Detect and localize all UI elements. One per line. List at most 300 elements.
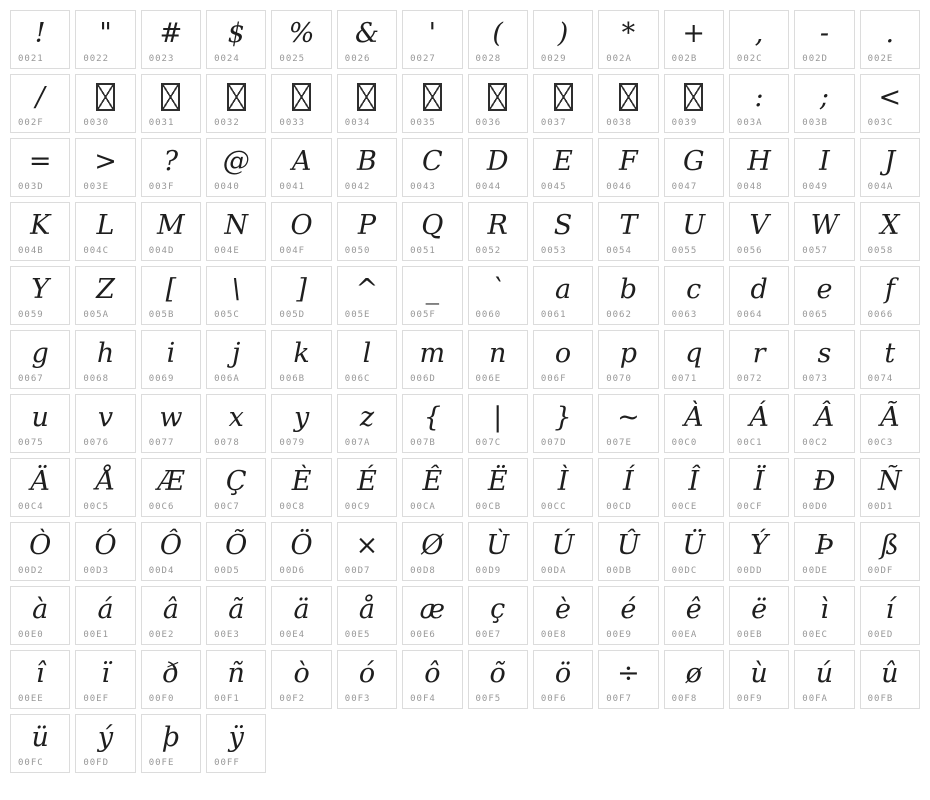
codepoint-label: 004B: [18, 246, 44, 256]
glyph-cell: [75, 394, 135, 453]
codepoint-label: 007E: [606, 438, 632, 448]
codepoint-label: 0057: [802, 246, 828, 256]
glyph-cell: [271, 138, 331, 197]
glyph-cell: [402, 202, 462, 261]
glyph: l: [362, 338, 372, 369]
missing-glyph-box-icon: [292, 83, 311, 111]
glyph-cell: [271, 522, 331, 581]
glyph-cell: [468, 394, 528, 453]
glyph: X: [880, 210, 900, 241]
glyph: |: [493, 402, 503, 433]
glyph: L: [96, 210, 115, 241]
codepoint-label: 0056: [736, 246, 763, 256]
codepoint-label: 0027: [410, 54, 436, 64]
codepoint-label: 00E6: [410, 630, 436, 640]
glyph-cell: [75, 714, 135, 773]
codepoint-label: 0031: [148, 118, 175, 128]
codepoint-label: 006B: [279, 374, 306, 384]
glyph: Ñ: [878, 466, 902, 497]
glyph: ^: [355, 274, 379, 305]
codepoint-label: 0032: [214, 118, 240, 128]
codepoint-label: 00C2: [802, 438, 828, 448]
codepoint-label: 002F: [18, 118, 44, 128]
codepoint-label: 0022: [83, 54, 110, 64]
codepoint-label: 00DD: [736, 566, 763, 576]
codepoint-label: 0046: [606, 182, 632, 192]
missing-glyph-box-icon: [357, 83, 376, 111]
codepoint-label: 00D0: [802, 502, 828, 512]
codepoint-label: 0069: [148, 374, 175, 384]
glyph-cell: [271, 202, 331, 261]
glyph-cell: [664, 10, 724, 69]
glyph: ]: [296, 274, 307, 305]
codepoint-label: 0077: [148, 438, 175, 448]
glyph: À: [683, 402, 704, 433]
glyph: $: [227, 18, 245, 49]
glyph: Ê: [422, 466, 443, 497]
glyph: r: [752, 338, 766, 369]
glyph-cell: [860, 586, 920, 645]
glyph-cell: [598, 202, 658, 261]
glyph-cell: [206, 266, 266, 325]
glyph: ÷: [617, 658, 640, 689]
glyph-cell: [141, 650, 201, 709]
glyph-cell: [598, 266, 658, 325]
glyph-cell: [75, 586, 135, 645]
glyph-cell: [10, 10, 70, 69]
glyph: %: [288, 18, 315, 49]
glyph-cell: [75, 330, 135, 389]
glyph-cell: [533, 650, 593, 709]
glyph: Ï: [753, 466, 765, 497]
glyph: e: [816, 274, 833, 305]
codepoint-label: 00F3: [344, 694, 371, 704]
glyph-cell: [206, 202, 266, 261]
codepoint-label: 0039: [671, 118, 698, 128]
glyph: d: [750, 274, 768, 305]
glyph: f: [884, 274, 895, 305]
glyph-cell: [206, 522, 266, 581]
glyph: Ø: [421, 530, 444, 561]
glyph-cell: [664, 586, 724, 645]
codepoint-label: 00D8: [410, 566, 436, 576]
glyph: å: [358, 594, 376, 625]
glyph: U: [682, 210, 706, 241]
glyph-cell: [794, 202, 854, 261]
glyph: [: [165, 274, 177, 305]
codepoint-label: 0071: [671, 374, 698, 384]
glyph-cell: [794, 522, 854, 581]
codepoint-label: 005D: [279, 310, 306, 320]
codepoint-label: 00E2: [148, 630, 175, 640]
codepoint-label: 00D4: [148, 566, 175, 576]
glyph-cell: [75, 266, 135, 325]
glyph: a: [554, 274, 572, 305]
glyph: +: [682, 18, 706, 49]
glyph-cell: [664, 522, 724, 581]
glyph: x: [228, 402, 244, 433]
glyph-cell: [141, 202, 201, 261]
codepoint-label: 0078: [214, 438, 240, 448]
codepoint-label: 0035: [410, 118, 436, 128]
glyph-cell: [75, 522, 135, 581]
glyph-cell: [206, 138, 266, 197]
glyph: ô: [424, 658, 441, 689]
glyph-cell: [598, 458, 658, 517]
glyph-cell: [664, 330, 724, 389]
codepoint-label: 0064: [736, 310, 763, 320]
glyph-cell: [598, 330, 658, 389]
codepoint-label: 00D9: [475, 566, 502, 576]
glyph-cell: [468, 266, 528, 325]
codepoint-label: 0028: [475, 54, 502, 64]
glyph-cell: [337, 330, 397, 389]
glyph-cell: [533, 266, 593, 325]
glyph-cell: [10, 74, 70, 133]
glyph: ç: [490, 594, 506, 625]
missing-glyph-box-icon: [554, 83, 573, 111]
glyph-cell: [468, 138, 528, 197]
glyph: Ù: [486, 530, 510, 561]
glyph: s: [817, 338, 832, 369]
glyph: h: [96, 338, 115, 369]
glyph: /: [35, 82, 45, 113]
glyph: Q: [421, 210, 444, 241]
codepoint-label: 005E: [344, 310, 371, 320]
glyph-cell: [206, 586, 266, 645]
glyph: ù: [750, 658, 768, 689]
glyph: Æ: [157, 466, 185, 497]
glyph: :: [754, 82, 764, 113]
codepoint-label: 0041: [279, 182, 306, 192]
codepoint-label: 00EB: [736, 630, 763, 640]
codepoint-label: 00CA: [410, 502, 436, 512]
glyph: `: [490, 274, 505, 305]
glyph-cell: [141, 330, 201, 389]
glyph-cell: [664, 458, 724, 517]
glyph-cell: [10, 714, 70, 773]
codepoint-label: 00D1: [867, 502, 894, 512]
glyph-cell: [598, 138, 658, 197]
codepoint-label: 00ED: [867, 630, 894, 640]
codepoint-label: 00DA: [540, 566, 567, 576]
glyph: Ä: [30, 466, 50, 497]
codepoint-label: 0062: [606, 310, 632, 320]
codepoint-label: 0025: [279, 54, 306, 64]
glyph-cell: [402, 330, 462, 389]
glyph-cell: [206, 458, 266, 517]
glyph-cell: [729, 10, 789, 69]
glyph-cell: [533, 138, 593, 197]
glyph: ": [99, 18, 112, 49]
glyph: Û: [617, 530, 640, 561]
codepoint-label: 003B: [802, 118, 828, 128]
glyph-cell: [141, 138, 201, 197]
glyph-cell: [468, 650, 528, 709]
glyph-cell: [141, 10, 201, 69]
glyph-cell: [337, 10, 397, 69]
glyph: c: [686, 274, 702, 305]
codepoint-label: 00F1: [214, 694, 240, 704]
glyph: >: [94, 146, 117, 177]
glyph: Í: [623, 466, 634, 497]
codepoint-label: 007D: [540, 438, 567, 448]
codepoint-label: 00DC: [671, 566, 698, 576]
glyph: O: [290, 210, 313, 241]
codepoint-label: 0021: [18, 54, 44, 64]
codepoint-label: 0074: [867, 374, 894, 384]
glyph-cell: [729, 202, 789, 261]
glyph-cell: [860, 522, 920, 581]
glyph: ~: [617, 402, 640, 433]
glyph: K: [30, 210, 51, 241]
glyph: ': [428, 18, 437, 49]
glyph: ä: [293, 594, 310, 625]
glyph-cell: [206, 330, 266, 389]
glyph-cell: [337, 74, 397, 133]
glyph: b: [619, 274, 638, 305]
glyph: D: [486, 146, 509, 177]
glyph-cell: [860, 138, 920, 197]
codepoint-label: 0045: [540, 182, 567, 192]
glyph: û: [881, 658, 899, 689]
codepoint-label: 004F: [279, 246, 306, 256]
codepoint-label: 007A: [344, 438, 371, 448]
glyph: ): [557, 18, 569, 49]
glyph: Á: [749, 402, 769, 433]
codepoint-label: 00F4: [410, 694, 436, 704]
glyph: Õ: [225, 530, 248, 561]
codepoint-label: 00E4: [279, 630, 306, 640]
glyph-cell: [729, 138, 789, 197]
glyph: ó: [358, 658, 376, 689]
glyph: t: [884, 338, 896, 369]
glyph-cell: [271, 266, 331, 325]
glyph-cell: [337, 586, 397, 645]
codepoint-label: 007B: [410, 438, 436, 448]
glyph: ß: [880, 530, 899, 561]
glyph-cell: [402, 522, 462, 581]
codepoint-label: 0029: [540, 54, 567, 64]
codepoint-label: 003C: [867, 118, 894, 128]
glyph-cell: [10, 650, 70, 709]
codepoint-label: 00D6: [279, 566, 306, 576]
glyph-cell: [402, 586, 462, 645]
codepoint-label: 00CD: [606, 502, 632, 512]
glyph-cell: [794, 10, 854, 69]
glyph: Ö: [290, 530, 313, 561]
codepoint-label: 00F9: [736, 694, 763, 704]
glyph-cell: [468, 74, 528, 133]
glyph-cell: [141, 394, 201, 453]
glyph-cell: [337, 138, 397, 197]
codepoint-label: 00FB: [867, 694, 894, 704]
glyph-cell: [337, 394, 397, 453]
glyph: }: [554, 402, 572, 433]
codepoint-label: 00DE: [802, 566, 828, 576]
glyph: I: [819, 146, 830, 177]
glyph-cell: [794, 458, 854, 517]
codepoint-label: 0075: [18, 438, 44, 448]
glyph-cell: [10, 266, 70, 325]
glyph-cell: [337, 266, 397, 325]
codepoint-label: 0052: [475, 246, 502, 256]
glyph: É: [357, 466, 377, 497]
glyph-cell: [271, 394, 331, 453]
glyph-cell: [141, 522, 201, 581]
glyph: k: [293, 338, 310, 369]
codepoint-label: 006C: [344, 374, 371, 384]
glyph: Î: [688, 466, 700, 497]
glyph-cell: [794, 586, 854, 645]
codepoint-label: 006D: [410, 374, 436, 384]
glyph-cell: [10, 586, 70, 645]
glyph: ê: [685, 594, 702, 625]
glyph-cell: [402, 138, 462, 197]
codepoint-label: 00FA: [802, 694, 828, 704]
glyph: *: [621, 18, 636, 49]
glyph: p: [619, 338, 638, 369]
glyph-cell: [75, 458, 135, 517]
codepoint-label: 00D3: [83, 566, 110, 576]
codepoint-label: 00FC: [18, 758, 44, 768]
glyph: w: [159, 402, 183, 433]
missing-glyph-box-icon: [619, 83, 638, 111]
codepoint-label: 00DB: [606, 566, 632, 576]
codepoint-label: 00FF: [214, 758, 240, 768]
glyph: Ì: [557, 466, 569, 497]
codepoint-label: 006A: [214, 374, 240, 384]
codepoint-label: 00CF: [736, 502, 763, 512]
codepoint-label: 005A: [83, 310, 110, 320]
codepoint-label: 0072: [736, 374, 763, 384]
codepoint-label: 00F5: [475, 694, 502, 704]
codepoint-label: 005C: [214, 310, 240, 320]
glyph: T: [619, 210, 638, 241]
glyph: Ë: [487, 466, 508, 497]
glyph: ü: [31, 722, 49, 753]
glyph: ú: [815, 658, 834, 689]
glyph: J: [884, 146, 896, 177]
glyph-cell: [271, 74, 331, 133]
glyph-cell: [141, 586, 201, 645]
glyph-cell: [598, 74, 658, 133]
glyph: Å: [95, 466, 116, 497]
codepoint-label: 00C8: [279, 502, 306, 512]
glyph-cell: [206, 650, 266, 709]
codepoint-label: 006F: [540, 374, 567, 384]
codepoint-label: 00C4: [18, 502, 44, 512]
glyph: Ú: [551, 530, 575, 561]
glyph-cell: [664, 138, 724, 197]
codepoint-label: 0023: [148, 54, 175, 64]
codepoint-label: 0065: [802, 310, 828, 320]
codepoint-label: 002E: [867, 54, 894, 64]
glyph-cell: [75, 202, 135, 261]
glyph-cell: [794, 266, 854, 325]
codepoint-label: 003F: [148, 182, 175, 192]
codepoint-label: 002A: [606, 54, 632, 64]
glyph: (: [492, 18, 503, 49]
glyph: C: [421, 146, 443, 177]
glyph-cell: [598, 650, 658, 709]
glyph-cell: [271, 458, 331, 517]
glyph-cell: [533, 586, 593, 645]
glyph-cell: [794, 74, 854, 133]
codepoint-label: 00C5: [83, 502, 110, 512]
codepoint-label: 00E1: [83, 630, 110, 640]
codepoint-label: 00CE: [671, 502, 698, 512]
codepoint-label: 0070: [606, 374, 632, 384]
glyph: j: [232, 338, 241, 369]
codepoint-label: 005F: [410, 310, 436, 320]
glyph-cell: [860, 266, 920, 325]
glyph: æ: [419, 594, 446, 625]
glyph: H: [747, 146, 771, 177]
glyph-cell: [402, 10, 462, 69]
glyph: é: [620, 594, 637, 625]
glyph: Ó: [94, 530, 117, 561]
codepoint-label: 00DF: [867, 566, 894, 576]
codepoint-label: 0059: [18, 310, 44, 320]
glyph: {: [423, 402, 441, 433]
glyph-cell: [10, 522, 70, 581]
glyph-cell: [402, 458, 462, 517]
glyph: i: [166, 338, 176, 369]
codepoint-label: 0068: [83, 374, 110, 384]
glyph: =: [28, 146, 52, 177]
glyph-cell: [729, 394, 789, 453]
codepoint-label: 0037: [540, 118, 567, 128]
glyph-cell: [794, 330, 854, 389]
codepoint-label: 0073: [802, 374, 828, 384]
glyph: A: [291, 146, 312, 177]
glyph: Y: [31, 274, 50, 305]
glyph: Ã: [880, 402, 900, 433]
codepoint-label: 0060: [475, 310, 502, 320]
glyph: u: [31, 402, 49, 433]
codepoint-label: 00F7: [606, 694, 632, 704]
glyph: ,: [754, 18, 764, 49]
missing-glyph-box-icon: [423, 83, 442, 111]
glyph-cell: [10, 394, 70, 453]
glyph: ï: [101, 658, 110, 689]
glyph-cell: [402, 74, 462, 133]
codepoint-label: 0030: [83, 118, 110, 128]
codepoint-label: 0024: [214, 54, 240, 64]
glyph: V: [749, 210, 769, 241]
glyph-cell: [860, 10, 920, 69]
glyph-cell: [10, 138, 70, 197]
codepoint-label: 00D5: [214, 566, 240, 576]
glyph: î: [35, 658, 45, 689]
glyph: Ý: [750, 530, 769, 561]
glyph-cell: [794, 394, 854, 453]
glyph-cell: [271, 650, 331, 709]
codepoint-label: 003A: [736, 118, 763, 128]
missing-glyph-box-icon: [488, 83, 507, 111]
glyph-cell: [598, 522, 658, 581]
codepoint-label: 0054: [606, 246, 632, 256]
codepoint-label: 00C3: [867, 438, 894, 448]
codepoint-label: 00EC: [802, 630, 828, 640]
glyph-cell: [271, 330, 331, 389]
glyph-cell: [729, 458, 789, 517]
glyph: Þ: [815, 530, 834, 561]
codepoint-label: 0079: [279, 438, 306, 448]
codepoint-label: 004A: [867, 182, 894, 192]
glyph: M: [157, 210, 185, 241]
